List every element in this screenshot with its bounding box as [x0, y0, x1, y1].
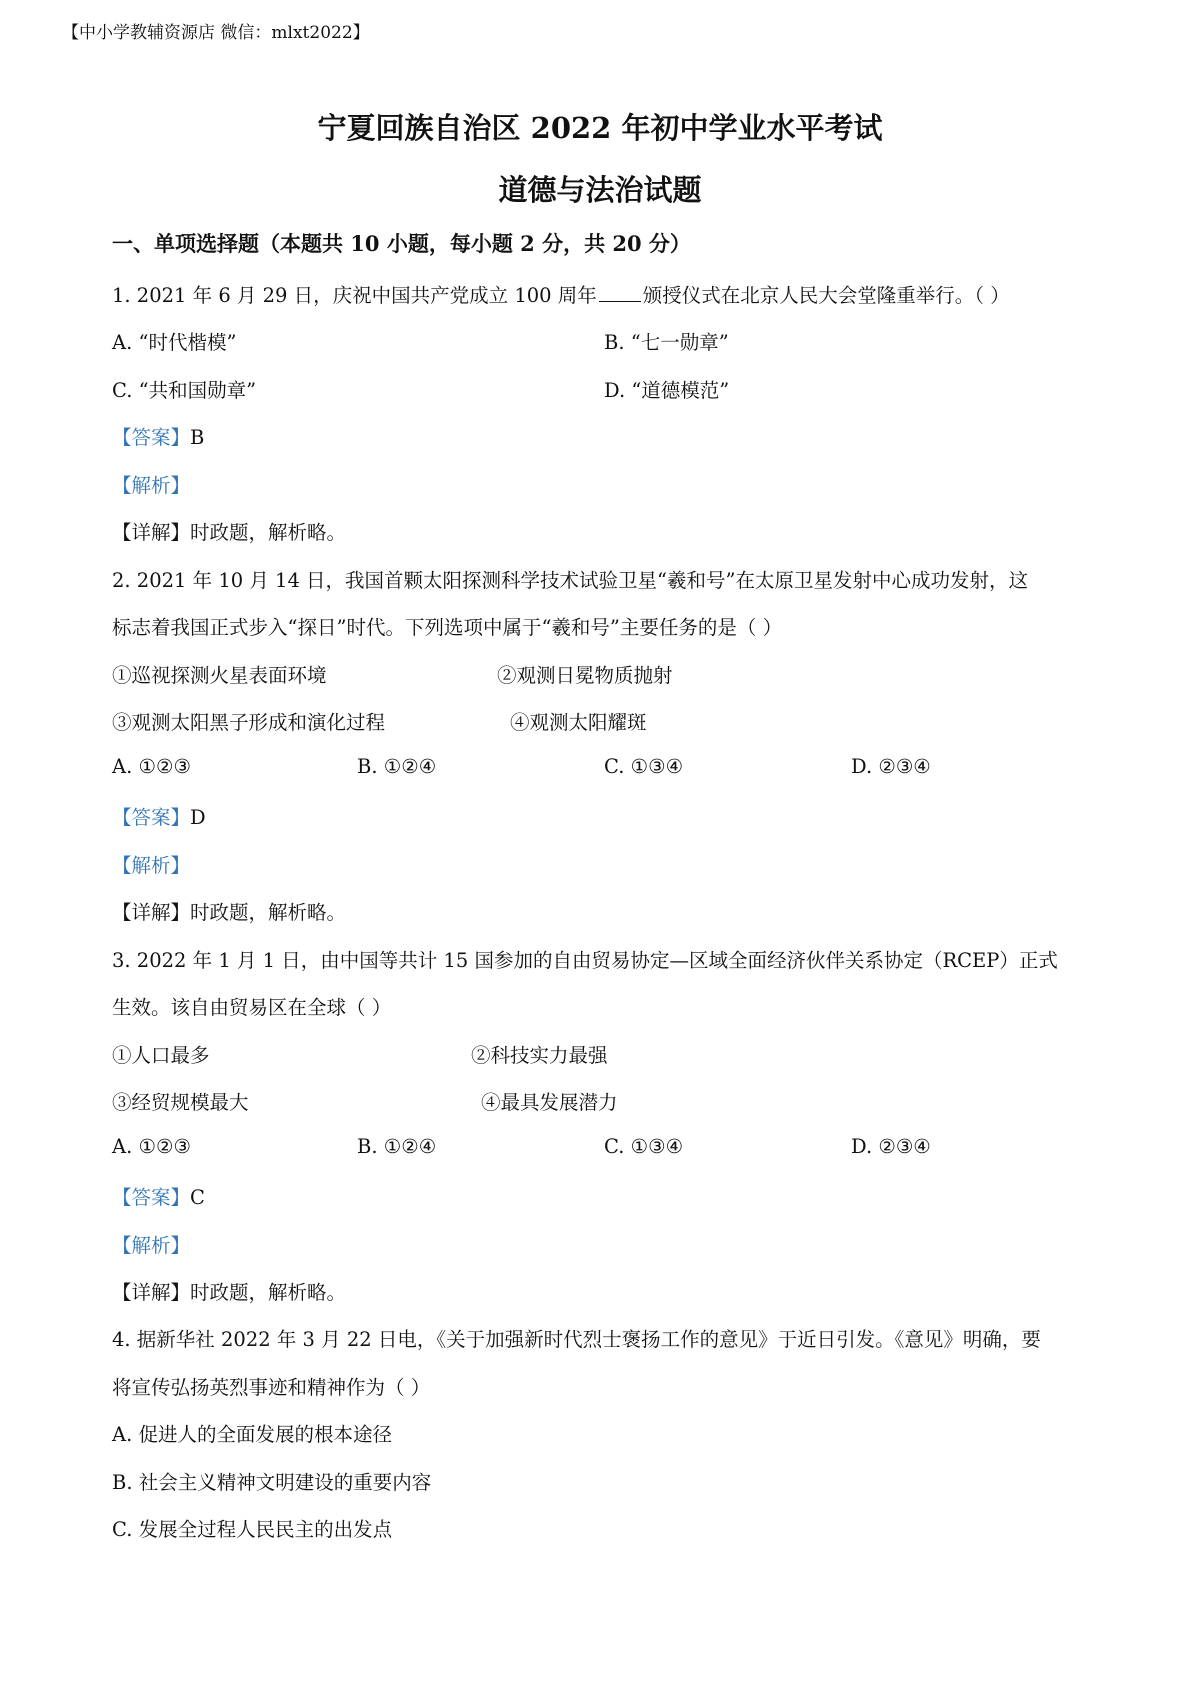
q2-stem-line2: 标志着我国正式步入“探日”时代。下列选项中属于“羲和号”主要任务的是（ ）	[112, 616, 783, 639]
q3-option-a: A. ①②③	[112, 1135, 191, 1158]
q3-analysis-tag: 【解析】	[112, 1234, 191, 1257]
exam-title: 宁夏回族自治区 2022 年初中学业水平考试	[317, 111, 883, 145]
q1-option-a: A. “时代楷模”	[112, 331, 237, 354]
q3-option-b: B. ①②④	[357, 1135, 437, 1158]
q2-option-b: B. ①②④	[357, 755, 437, 778]
q2-statement-2: ②观测日冕物质抛射	[497, 664, 673, 687]
q2-option-d: D. ②③④	[851, 755, 931, 778]
header-note: 【中小学教辅资源店 微信：mlxt2022】	[62, 23, 370, 43]
q3-statement-4: ④最具发展潜力	[481, 1091, 618, 1114]
q4-option-a: A. 促进人的全面发展的根本途径	[112, 1423, 392, 1446]
q1-blank	[599, 287, 641, 302]
q1-detail: 【详解】时政题，解析略。	[112, 521, 347, 544]
q3-statement-2: ②科技实力最强	[471, 1044, 608, 1067]
q1-stem-part2: 颁授仪式在北京人民大会堂隆重举行。（ ）	[642, 284, 1010, 307]
q1-answer	[112, 422, 204, 450]
section-heading: 一、单项选择题（本题共 10 小题，每小题 2 分，共 20 分）	[112, 231, 691, 256]
exam-subtitle: 道德与法治试题	[498, 173, 702, 207]
q1-option-b: B. “七一勋章”	[604, 331, 729, 354]
q4-stem-line2: 将宣传弘扬英烈事迹和精神作为（ ）	[112, 1376, 431, 1399]
q2-option-c: C. ①③④	[604, 755, 684, 778]
q4-option-c: C. 发展全过程人民民主的出发点	[112, 1518, 393, 1541]
q2-statement-3: ③观测太阳黑子形成和演化过程	[112, 711, 386, 734]
q2-answer	[112, 802, 206, 830]
q1-stem-part1: 1. 2021 年 6 月 29 日，庆祝中国共产党成立 100 周年	[112, 284, 597, 307]
q3-detail: 【详解】时政题，解析略。	[112, 1281, 347, 1304]
q1-stem	[112, 280, 1010, 308]
q3-option-d: D. ②③④	[851, 1135, 931, 1158]
q1-option-c: C. “共和国勋章”	[112, 379, 257, 402]
q3-option-c: C. ①③④	[604, 1135, 684, 1158]
q2-analysis-tag: 【解析】	[112, 854, 191, 877]
q2-stem-line1: 2. 2021 年 10 月 14 日，我国首颗太阳探测科学技术试验卫星“羲和号”在太原卫星发射中心成功发射，这	[112, 569, 1028, 592]
q3-stem-line2: 生效。该自由贸易区在全球（ ）	[112, 996, 392, 1019]
q2-statement-1: ①巡视探测火星表面环境	[112, 664, 327, 687]
q4-stem-line1: 4. 据新华社 2022 年 3 月 22 日电，《关于加强新时代烈士褒扬工作的意见》于近日引发。《意见》明确，要	[112, 1328, 1041, 1351]
q2-answer-value: D	[190, 806, 206, 829]
q2-statement-4: ④观测太阳耀斑	[510, 711, 647, 734]
q4-option-b: B. 社会主义精神文明建设的重要内容	[112, 1471, 432, 1494]
q1-analysis-tag: 【解析】	[112, 474, 191, 497]
q3-answer	[112, 1182, 205, 1210]
answer-tag: 【答案】	[112, 426, 191, 449]
q1-option-d: D. “道德模范”	[604, 379, 730, 402]
answer-tag: 【答案】	[112, 1186, 191, 1209]
q2-option-a: A. ①②③	[112, 755, 191, 778]
q3-answer-value: C	[190, 1186, 205, 1209]
q2-detail: 【详解】时政题，解析略。	[112, 901, 347, 924]
q3-statement-3: ③经贸规模最大	[112, 1091, 249, 1114]
answer-tag: 【答案】	[112, 806, 191, 829]
q3-stem-line1: 3. 2022 年 1 月 1 日，由中国等共计 15 国参加的自由贸易协定—区域全面经济伙伴关系协定（RCEP）正式	[112, 949, 1058, 972]
q1-answer-value: B	[190, 426, 205, 449]
q3-statement-1: ①人口最多	[112, 1044, 210, 1067]
